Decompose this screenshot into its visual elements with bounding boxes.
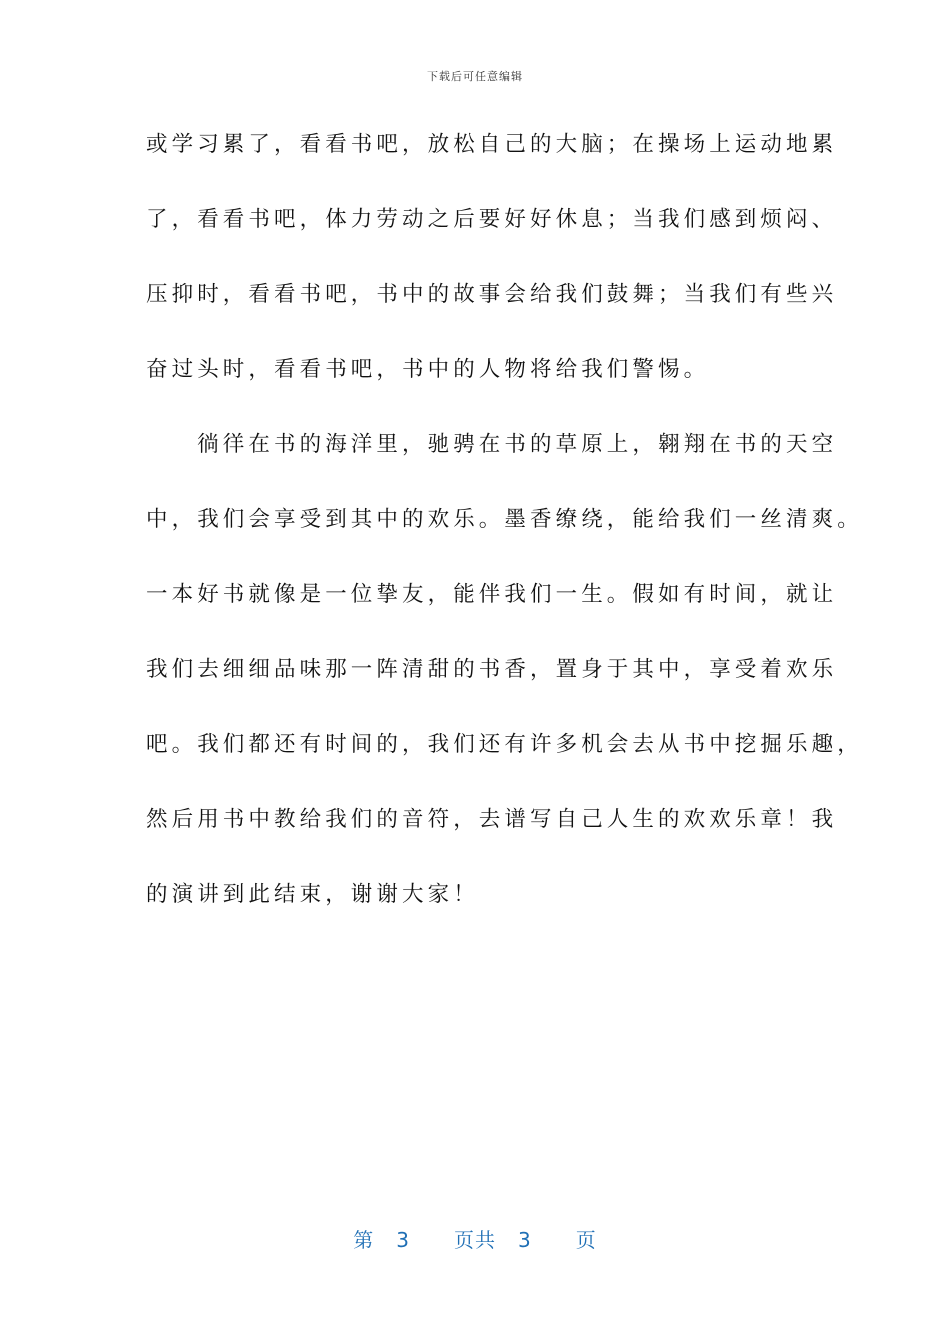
text-line: 压抑时，看看书吧，书中的故事会给我们鼓舞；当我们有些兴 <box>146 282 838 307</box>
current-page-number: 3 <box>396 1228 410 1252</box>
text-line: 我们去细细品味那一阵清甜的书香，置身于其中，享受着欢乐 <box>146 657 838 682</box>
text-line: 奋过头时，看看书吧，书中的人物将给我们警惕。 <box>146 357 710 382</box>
text-line: 徜徉在书的海洋里，驰骋在书的草原上，翱翔在书的天空 <box>146 432 838 457</box>
text-line: 一本好书就像是一位挚友，能伴我们一生。假如有时间，就让 <box>146 582 838 607</box>
page-footer <box>0 1224 950 1253</box>
page-label-prefix: 第 <box>353 1228 375 1252</box>
text-line: 的演讲到此结束，谢谢大家！ <box>146 882 479 907</box>
total-pages-number: 3 <box>518 1228 532 1252</box>
text-line: 然后用书中教给我们的音符，去谱写自己人生的欢欢乐章！我 <box>146 807 838 832</box>
page-label-suffix: 页 <box>575 1228 597 1252</box>
document-body <box>146 120 863 945</box>
text-line: 或学习累了，看看书吧，放松自己的大脑；在操场上运动地累 <box>146 132 838 157</box>
text-line: 了，看看书吧，体力劳动之后要好好休息；当我们感到烦闷、 <box>146 207 838 232</box>
text-line: 中，我们会享受到其中的欢乐。墨香缭绕，能给我们一丝清爽。 <box>146 507 863 532</box>
header-note: 下载后可任意编辑 <box>427 70 523 83</box>
page-label-mid: 页共 <box>454 1228 496 1252</box>
text-line: 吧。我们都还有时间的，我们还有许多机会去从书中挖掘乐趣， <box>146 732 863 757</box>
